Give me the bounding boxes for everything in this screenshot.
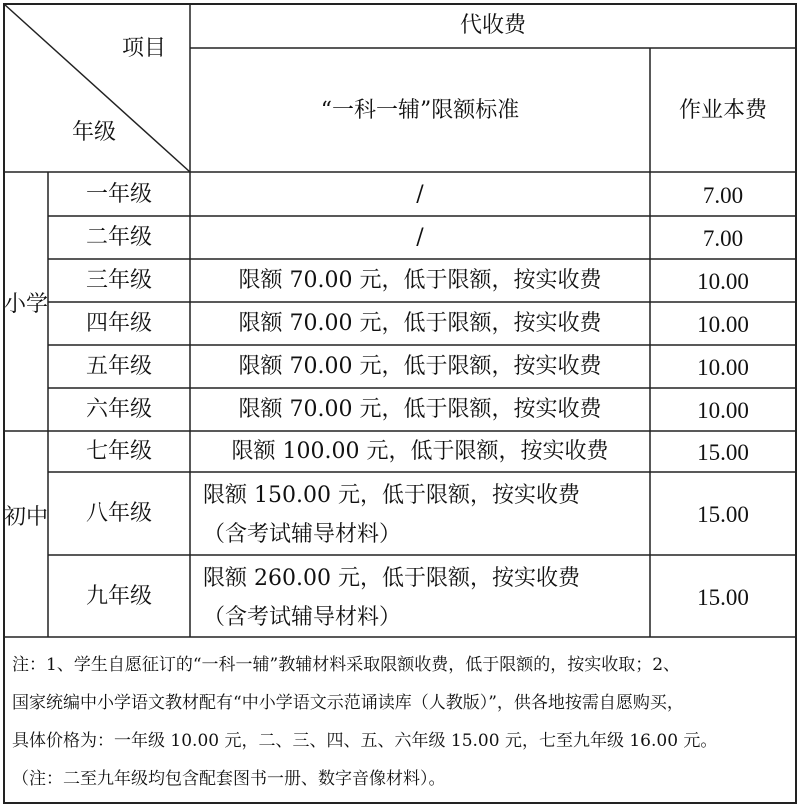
grade-cell: 六年级 <box>85 397 152 422</box>
header-workbook-fee: 作业本费 <box>678 98 767 123</box>
workbook-fee-cell: 10.00 <box>697 355 749 380</box>
header-fee-group: 代收费 <box>459 13 526 38</box>
grade-cell: 八年级 <box>85 501 152 526</box>
note-line: 具体价格为：一年级 10.00 元，二、三、四、五、六年级 15.00 元，七至九年级 16.00 元。 <box>12 731 718 751</box>
workbook-fee-cell: 15.00 <box>697 502 749 527</box>
workbook-fee-cell: 7.00 <box>702 183 744 208</box>
limit-cell-note: （含考试辅导材料） <box>203 605 402 630</box>
limit-cell: 限额 260.00 元，低于限额，按实收费 <box>203 566 580 591</box>
header-grade-label: 年级 <box>72 120 117 145</box>
section-junior: 初中 <box>4 505 49 530</box>
workbook-fee-cell: 15.00 <box>697 440 749 465</box>
note-line: 国家统编中小学语文教材配有“中小学语文示范诵读库（人教版）”，供各地按需自愿购买， <box>12 693 684 713</box>
section-primary: 小学 <box>4 292 49 317</box>
workbook-fee-cell: 7.00 <box>702 226 744 251</box>
limit-cell: / <box>416 225 424 250</box>
limit-cell: 限额 70.00 元，低于限额，按实收费 <box>238 311 602 336</box>
workbook-fee-cell: 10.00 <box>697 398 749 423</box>
grade-cell: 二年级 <box>85 225 152 250</box>
limit-cell: 限额 70.00 元，低于限额，按实收费 <box>238 268 602 293</box>
limit-cell-note: （含考试辅导材料） <box>203 522 402 547</box>
header-limit-standard: “一科一辅”限额标准 <box>320 98 520 123</box>
grade-cell: 七年级 <box>85 439 152 464</box>
header-item-label: 项目 <box>122 36 167 61</box>
note-line: （注：二至九年级均包含配套图书一册、数字音像材料）。 <box>12 769 446 789</box>
grade-cell: 四年级 <box>85 311 152 336</box>
grade-cell: 三年级 <box>85 268 152 293</box>
grade-cell: 五年级 <box>85 354 152 379</box>
workbook-fee-cell: 15.00 <box>697 585 749 610</box>
grade-cell: 九年级 <box>85 584 152 609</box>
note-line: 注：1、学生自愿征订的“一科一辅”教辅材料采取限额收费，低于限额的，按实收取；2、 <box>12 655 681 675</box>
limit-cell: 限额 70.00 元，低于限额，按实收费 <box>238 397 602 422</box>
limit-cell: 限额 150.00 元，低于限额，按实收费 <box>203 483 580 508</box>
workbook-fee-cell: 10.00 <box>697 269 749 294</box>
limit-cell: 限额 100.00 元，低于限额，按实收费 <box>231 439 609 464</box>
limit-cell: 限额 70.00 元，低于限额，按实收费 <box>238 354 602 379</box>
grade-cell: 一年级 <box>85 182 152 207</box>
workbook-fee-cell: 10.00 <box>697 312 749 337</box>
limit-cell: / <box>416 182 424 207</box>
